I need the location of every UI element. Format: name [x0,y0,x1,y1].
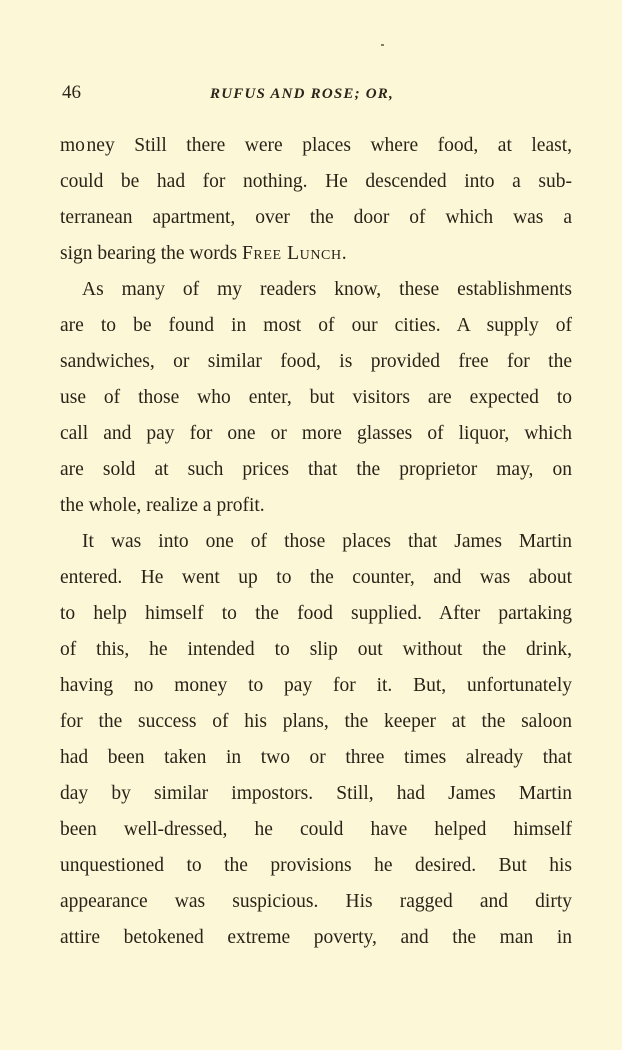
text-line: day by similar impostors. Still, had James Martin [60,783,572,804]
text-line: to help himself to the food supplied. After partaking [60,603,572,624]
text-line: entered. He went up to the counter, and was about [60,567,572,588]
text-fragment: sign bearing the words [60,243,242,264]
text-line: It was into one of those places that James Martin [82,531,572,552]
text-line: call and pay for one or more glasses of liquor, which [60,423,572,444]
text-line: are sold at such prices that the proprietor may, on [60,459,572,480]
text-line: the whole, realize a profit. [60,495,265,516]
text-line: for the success of his plans, the keeper at the saloon [60,711,572,732]
page-header [62,82,572,110]
text-line: are to be found in most of our cities. A supply of [60,315,572,336]
text-line: As many of my readers know, these establishments [82,279,572,300]
text-line: sandwiches, or similar food, is provided free for the [60,351,572,372]
text-line: use of those who enter, but visitors are expected to [60,387,572,408]
text-line: had been taken in two or three times already that [60,747,572,768]
free-lunch-sign-text: Free Lunch [241,243,342,264]
text-line [60,236,572,272]
text-line: having no money to pay for it. But, unfortunately [60,675,572,696]
print-speck [381,44,384,46]
body-text [60,128,572,956]
page-number: 46 [62,82,81,103]
text-line: of this, he intended to slip out without the drink, [60,639,572,660]
text-line: appearance was suspicious. His ragged and dirty [60,891,572,912]
text-line: attire betokened extreme poverty, and the man in [60,927,572,948]
text-line: could be had for nothing. He descended into a sub- [60,171,572,192]
running-head: RUFUS AND ROSE; OR, [210,86,394,102]
text-line: terranean apartment, over the door of which was a [60,207,572,228]
text-line: been well-dressed, he could have helped himself [60,819,572,840]
text-line: unquestioned to the provisions he desired. But his [60,855,572,876]
text-line: mo ney Still there were places where food, at least, [60,135,572,156]
text-fragment: . [341,243,347,264]
